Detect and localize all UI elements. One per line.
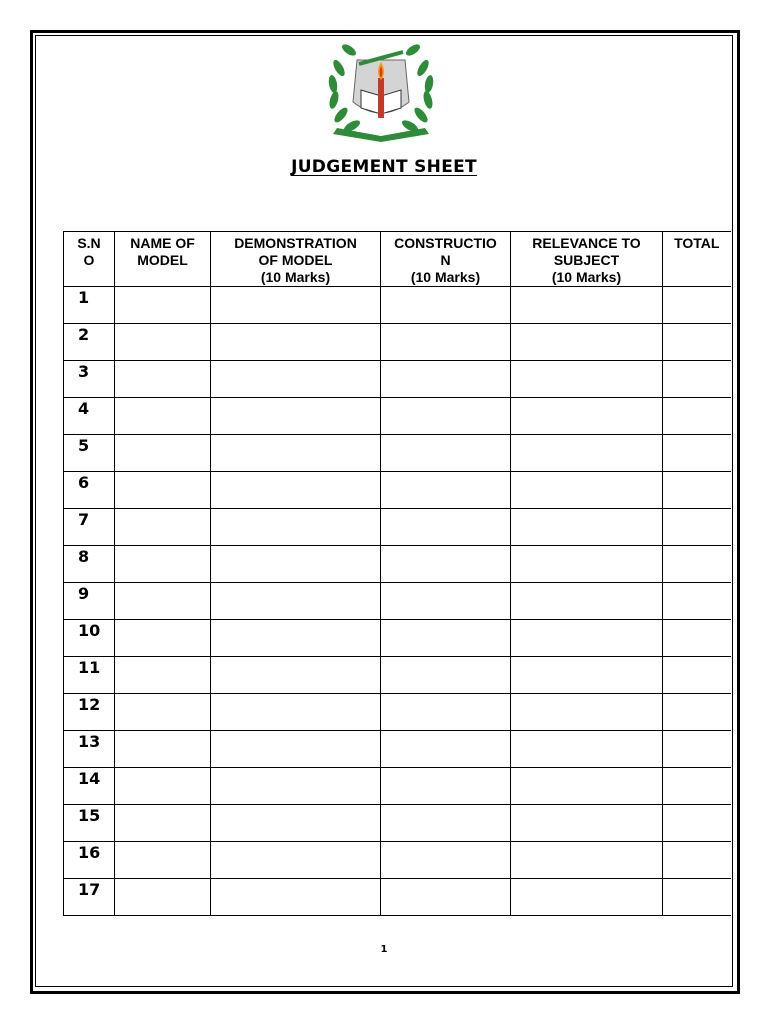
page-title: JUDGEMENT SHEET bbox=[291, 157, 477, 177]
total-cell bbox=[663, 287, 731, 324]
demonstration-cell bbox=[211, 694, 381, 731]
demonstration-cell bbox=[211, 620, 381, 657]
name-cell bbox=[115, 287, 211, 324]
construction-cell bbox=[381, 398, 511, 435]
demonstration-cell bbox=[211, 546, 381, 583]
name-cell bbox=[115, 657, 211, 694]
table-row bbox=[64, 879, 731, 916]
header-total: TOTAL bbox=[663, 232, 731, 287]
table-row bbox=[64, 657, 731, 694]
demonstration-cell bbox=[211, 768, 381, 805]
construction-cell bbox=[381, 620, 511, 657]
row-number: 6 bbox=[64, 472, 115, 509]
construction-cell bbox=[381, 768, 511, 805]
relevance-cell bbox=[511, 805, 663, 842]
relevance-cell bbox=[511, 768, 663, 805]
row-number: 1 bbox=[64, 287, 115, 324]
name-cell bbox=[115, 361, 211, 398]
total-cell bbox=[663, 435, 731, 472]
demonstration-cell bbox=[211, 287, 381, 324]
demonstration-cell bbox=[211, 879, 381, 916]
table-row bbox=[64, 287, 731, 324]
relevance-cell bbox=[511, 657, 663, 694]
row-number: 15 bbox=[64, 805, 115, 842]
name-cell bbox=[115, 842, 211, 879]
name-cell bbox=[115, 583, 211, 620]
total-cell bbox=[663, 805, 731, 842]
construction-cell bbox=[381, 657, 511, 694]
row-number: 12 bbox=[64, 694, 115, 731]
relevance-cell bbox=[511, 472, 663, 509]
total-cell bbox=[663, 361, 731, 398]
table-header-row bbox=[64, 232, 731, 287]
row-number: 4 bbox=[64, 398, 115, 435]
row-number: 14 bbox=[64, 768, 115, 805]
row-number: 16 bbox=[64, 842, 115, 879]
row-number: 11 bbox=[64, 657, 115, 694]
table-row bbox=[64, 546, 731, 583]
torch-icon bbox=[378, 78, 384, 118]
construction-cell bbox=[381, 879, 511, 916]
demonstration-cell bbox=[211, 435, 381, 472]
table-row bbox=[64, 694, 731, 731]
construction-cell bbox=[381, 324, 511, 361]
table-row bbox=[64, 324, 731, 361]
name-cell bbox=[115, 768, 211, 805]
row-number: 7 bbox=[64, 509, 115, 546]
relevance-cell bbox=[511, 583, 663, 620]
row-number: 17 bbox=[64, 879, 115, 916]
page-number: 1 bbox=[380, 944, 388, 955]
demonstration-cell bbox=[211, 324, 381, 361]
demonstration-cell bbox=[211, 731, 381, 768]
header-relevance: RELEVANCE TO SUBJECT (10 Marks) bbox=[511, 232, 663, 287]
demonstration-cell bbox=[211, 361, 381, 398]
total-cell bbox=[663, 879, 731, 916]
name-cell bbox=[115, 620, 211, 657]
total-cell bbox=[663, 694, 731, 731]
relevance-cell bbox=[511, 324, 663, 361]
judgement-table bbox=[63, 231, 731, 916]
name-cell bbox=[115, 546, 211, 583]
header-construction: CONSTRUCTIO N (10 Marks) bbox=[381, 232, 511, 287]
table-row bbox=[64, 620, 731, 657]
table-row bbox=[64, 509, 731, 546]
name-cell bbox=[115, 398, 211, 435]
ribbon-icon bbox=[333, 128, 429, 142]
construction-cell bbox=[381, 842, 511, 879]
total-cell bbox=[663, 620, 731, 657]
relevance-cell bbox=[511, 361, 663, 398]
demonstration-cell bbox=[211, 509, 381, 546]
row-number: 3 bbox=[64, 361, 115, 398]
demonstration-cell bbox=[211, 583, 381, 620]
table-row bbox=[64, 472, 731, 509]
demonstration-cell bbox=[211, 472, 381, 509]
name-cell bbox=[115, 731, 211, 768]
total-cell bbox=[663, 398, 731, 435]
name-cell bbox=[115, 435, 211, 472]
construction-cell bbox=[381, 546, 511, 583]
table-row bbox=[64, 768, 731, 805]
construction-cell bbox=[381, 731, 511, 768]
demonstration-cell bbox=[211, 657, 381, 694]
relevance-cell bbox=[511, 546, 663, 583]
total-cell bbox=[663, 583, 731, 620]
total-cell bbox=[663, 657, 731, 694]
name-cell bbox=[115, 805, 211, 842]
demonstration-cell bbox=[211, 842, 381, 879]
construction-cell bbox=[381, 694, 511, 731]
relevance-cell bbox=[511, 509, 663, 546]
demonstration-cell bbox=[211, 805, 381, 842]
header-name-of-model: NAME OF MODEL bbox=[115, 232, 211, 287]
table-row bbox=[64, 435, 731, 472]
demonstration-cell bbox=[211, 398, 381, 435]
total-cell bbox=[663, 324, 731, 361]
construction-cell bbox=[381, 583, 511, 620]
table-row bbox=[64, 361, 731, 398]
name-cell bbox=[115, 509, 211, 546]
total-cell bbox=[663, 731, 731, 768]
relevance-cell bbox=[511, 398, 663, 435]
row-number: 9 bbox=[64, 583, 115, 620]
total-cell bbox=[663, 472, 731, 509]
row-number: 10 bbox=[64, 620, 115, 657]
name-cell bbox=[115, 879, 211, 916]
school-logo bbox=[325, 38, 437, 146]
row-number: 8 bbox=[64, 546, 115, 583]
relevance-cell bbox=[511, 620, 663, 657]
relevance-cell bbox=[511, 694, 663, 731]
relevance-cell bbox=[511, 879, 663, 916]
total-cell bbox=[663, 842, 731, 879]
table-row bbox=[64, 805, 731, 842]
header-sno: S.N O bbox=[64, 232, 115, 287]
row-number: 13 bbox=[64, 731, 115, 768]
name-cell bbox=[115, 324, 211, 361]
construction-cell bbox=[381, 435, 511, 472]
total-cell bbox=[663, 546, 731, 583]
header-demonstration: DEMONSTRATION OF MODEL (10 Marks) bbox=[211, 232, 381, 287]
name-cell bbox=[115, 694, 211, 731]
relevance-cell bbox=[511, 287, 663, 324]
table-row bbox=[64, 842, 731, 879]
table-row bbox=[64, 583, 731, 620]
table-row bbox=[64, 731, 731, 768]
construction-cell bbox=[381, 472, 511, 509]
construction-cell bbox=[381, 509, 511, 546]
construction-cell bbox=[381, 361, 511, 398]
table-row bbox=[64, 398, 731, 435]
relevance-cell bbox=[511, 842, 663, 879]
total-cell bbox=[663, 509, 731, 546]
total-cell bbox=[663, 768, 731, 805]
relevance-cell bbox=[511, 435, 663, 472]
construction-cell bbox=[381, 805, 511, 842]
relevance-cell bbox=[511, 731, 663, 768]
construction-cell bbox=[381, 287, 511, 324]
row-number: 5 bbox=[64, 435, 115, 472]
name-cell bbox=[115, 472, 211, 509]
row-number: 2 bbox=[64, 324, 115, 361]
